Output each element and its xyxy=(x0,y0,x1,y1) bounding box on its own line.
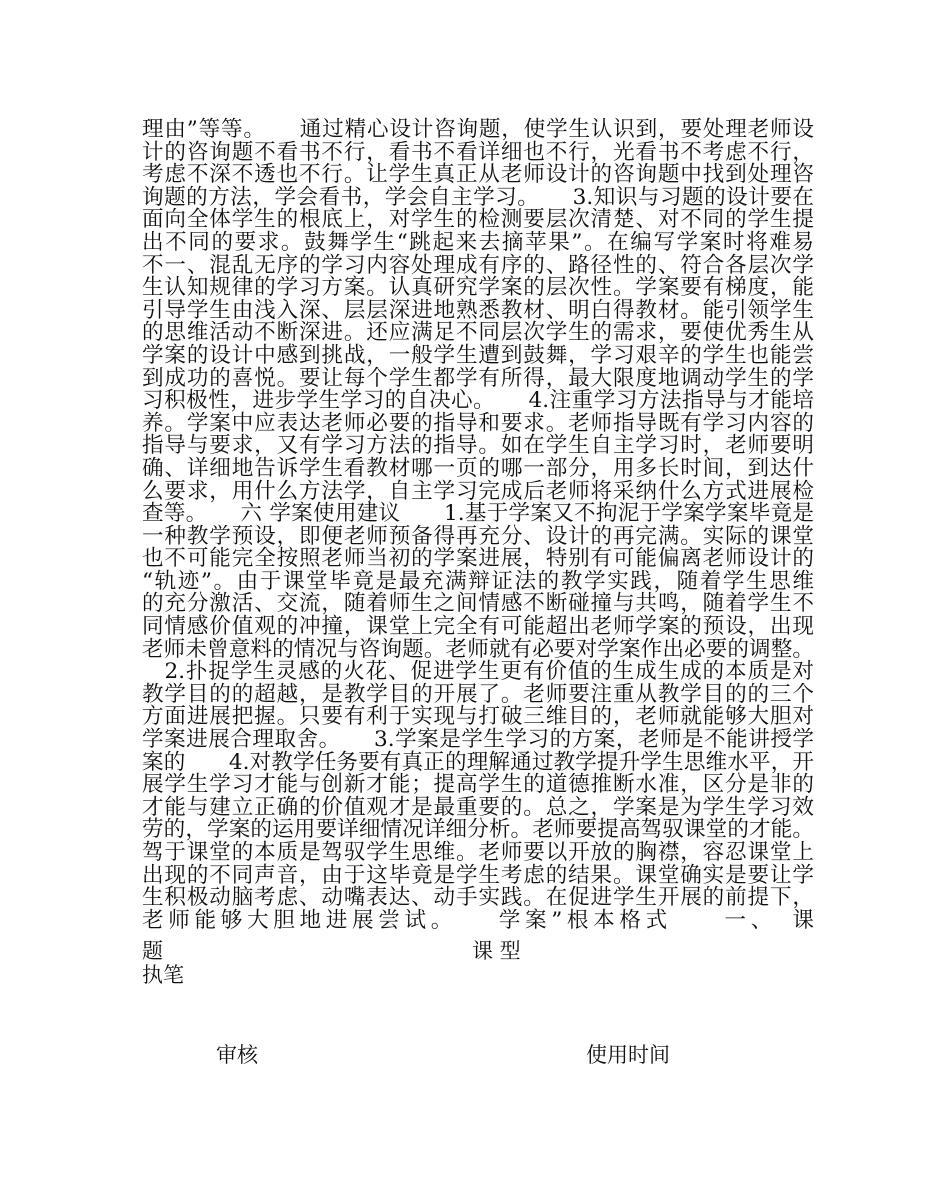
form-field-use-time: 使用时间 xyxy=(586,1043,670,1067)
text-line: 同情感价值观的冲撞，课堂上完全有可能超出老师学案的预设，出现 xyxy=(142,614,814,640)
text-line: 生认知规律的学习方案。认真研究学案的层次性。学案要有梯度，能 xyxy=(142,275,814,301)
text-line: 引导学生由浅入深、层层深进地熟悉教材、明白得教材。能引领学生 xyxy=(142,297,814,323)
text-line: 考虑不深不透也不行。让学生真正从老师设计的咨询题中找到处理咨 xyxy=(142,162,814,188)
text-line: 面向全体学生的根底上，对学生的检测要层次清楚、对不同的学生提 xyxy=(142,207,814,233)
form-field-lesson-type: 课 型 xyxy=(472,939,521,963)
text-line: 驾于课堂的本质是驾驭学生思维。老师要以开放的胸襟，容忍课堂上 xyxy=(142,840,814,865)
text-line: 到成功的喜悦。要让每个学生都学有所得，最大限度地调动学生的学 xyxy=(142,365,814,391)
text-line: 案的 4.对教学任务要有真正的理解通过教学提升学生思维水平，开 xyxy=(142,749,814,775)
text-line: 么要求，用什么方法学，自主学习完成后老师将采纳什么方式进展检 xyxy=(142,478,814,504)
text-line: 指导与要求，又有学习方法的指导。如在学生自主学习时，老师要明 xyxy=(142,433,814,459)
form-field-writer: 执笔 xyxy=(142,963,184,987)
text-line: 方面进展把握。只要有利于实现与打破三维目的，老师就能够大胆对 xyxy=(142,704,814,730)
text-line: 确、详细地告诉学生看教材哪一页的哪一部分，用多长时间，到达什 xyxy=(142,455,814,481)
text-line: 老师能够大胆地进展尝试。 学案”根本格式 一、 课 xyxy=(142,907,814,933)
text-line: 劳的，学案的运用要详细情况详细分析。老师要提高驾驭课堂的才能。 xyxy=(142,817,814,843)
form-field-reviewer: 审核 xyxy=(216,1043,258,1067)
text-line: 理由”等等。 通过精心设计咨询题，使学生认识到，要处理老师设 xyxy=(142,117,814,142)
text-line: 询题的方法，学会看书，学会自主学习。 3.知识与习题的设计要在 xyxy=(142,184,814,210)
text-line: 的充分激活、交流，随着师生之间情感不断碰撞与共鸣，随着学生不 xyxy=(142,591,814,617)
text-line: 一种教学预设，即便老师预备得再充分、设计的再完满。实际的课堂 xyxy=(142,523,814,549)
text-line: 查等。 六 学案使用建议 1.基于学案又不拘泥于学案学案毕竟是 xyxy=(142,501,814,527)
document-body xyxy=(142,119,814,932)
text-line: 出不同的要求。鼓舞学生“跳起来去摘苹果”。在编写学案时将难易 xyxy=(142,229,814,255)
text-line: 教学目的的超越，是教学目的开展了。老师要注重从教学目的的三个 xyxy=(142,681,814,707)
text-line: 展学生学习才能与创新才能；提高学生的道德推断水准，区分是非的 xyxy=(142,772,814,798)
text-line: 生积极动脑考虑、动嘴表达、动手实践。在促进学生开展的前提下， xyxy=(142,885,814,911)
text-line: 计的咨询题不看书不行，看书不看详细也不行，光看书不考虑不行， xyxy=(142,139,814,165)
text-line: 不一、混乱无序的学习内容处理成有序的、路径性的、符合各层次学 xyxy=(142,252,814,278)
text-line: 出现的不同声音，由于这毕竟是学生考虑的结果。课堂确实是要让学 xyxy=(142,862,814,888)
text-line: 学案的设计中感到挑战，一般学生遭到鼓舞，学习艰辛的学生也能尝 xyxy=(142,342,814,368)
text-line: 养。学案中应表达老师必要的指导和要求。老师指导既有学习内容的 xyxy=(142,410,814,436)
text-line: 2.扑捉学生灵感的火花、促进学生更有价值的生成生成的本质是对 xyxy=(142,659,814,685)
text-line: 学案进展合理取舍。 3.学案是学生学习的方案，老师是不能讲授学 xyxy=(142,727,814,753)
text-line: 才能与建立正确的价值观才是最重要的。总之，学案是为学生学习效 xyxy=(142,794,814,820)
text-line: “轨迹”。由于课堂毕竟是最充满辩证法的教学实践，随着学生思维 xyxy=(142,568,814,594)
form-field-ti: 题 xyxy=(142,939,163,963)
text-line: 老师未曾意料的情况与咨询题。老师就有必要对学案作出必要的调整。 xyxy=(142,636,814,662)
text-line: 习积极性，进步学生学习的自决心。 4.注重学习方法指导与才能培 xyxy=(142,388,814,414)
text-line: 的思维活动不断深进。还应满足不同层次学生的需求，要使优秀生从 xyxy=(142,320,814,346)
text-line: 也不可能完全按照老师当初的学案进展，特别有可能偏离老师设计的 xyxy=(142,546,814,572)
